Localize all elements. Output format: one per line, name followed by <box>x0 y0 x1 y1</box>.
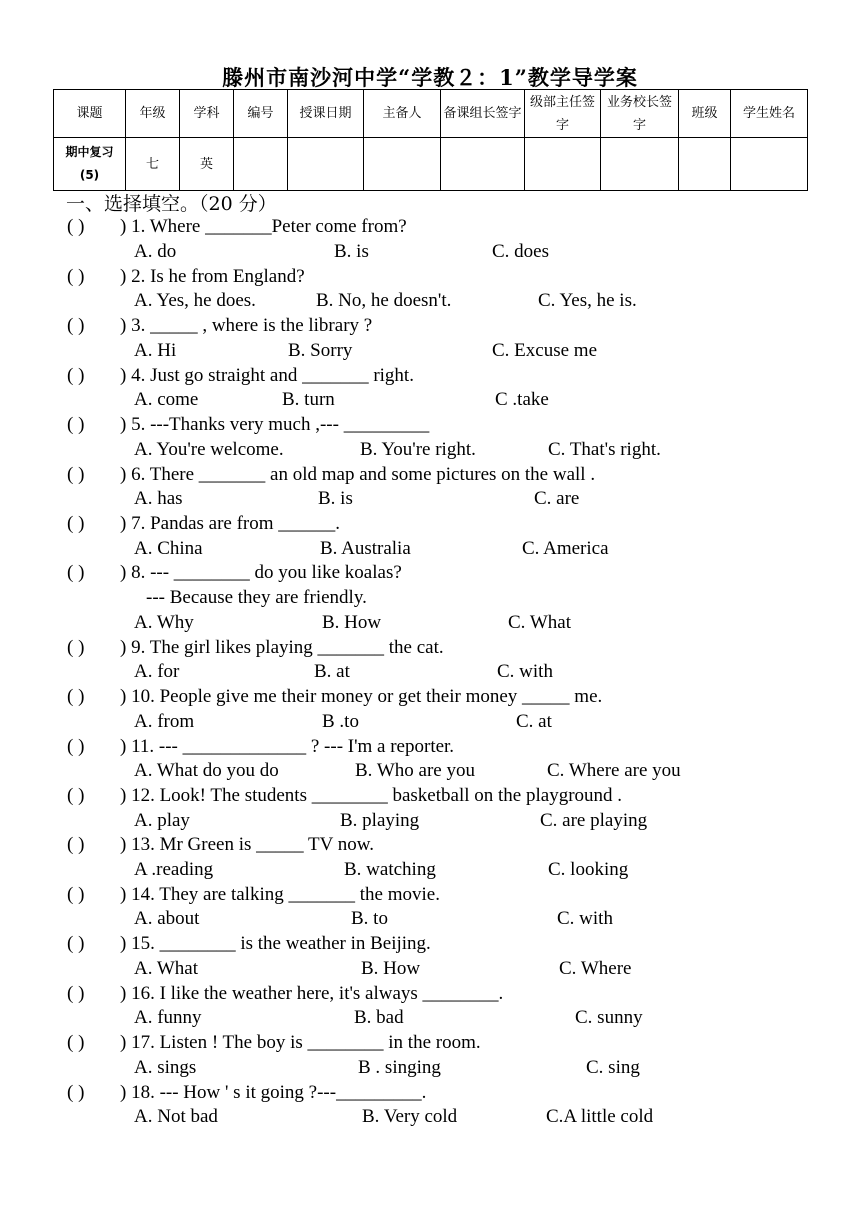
option-c: C. looking <box>548 859 629 880</box>
option-a: A. come <box>134 389 199 410</box>
topic-cell: 期中复习(5) <box>54 138 126 191</box>
option-b: B. You're right. <box>360 439 476 460</box>
option-c: C. Where <box>559 958 632 979</box>
number-cell[interactable] <box>234 138 288 191</box>
header-cell: 学科 <box>180 90 234 138</box>
answer-blank[interactable]: ( ) <box>67 637 85 658</box>
option-b: B . singing <box>358 1057 441 1078</box>
document-title: 滕州市南沙河中学“学教２：1”教学导学案 <box>222 65 638 90</box>
option-b: B. bad <box>354 1007 404 1028</box>
option-c: C. does <box>492 241 549 262</box>
question-stem: ) 16. I like the weather here, it's always ________. <box>120 983 504 1004</box>
header-cell: 级部主任签字 <box>525 90 601 138</box>
question-stem: ) 2. Is he from England? <box>120 266 305 287</box>
option-b: B. Australia <box>320 538 411 559</box>
option-b: B. is <box>334 241 369 262</box>
header-cell: 年级 <box>126 90 180 138</box>
option-c: C. Where are you <box>547 760 681 781</box>
answer-blank[interactable]: ( ) <box>67 834 85 855</box>
option-a: A. Why <box>134 612 194 633</box>
question-stem: ) 12. Look! The students ________ basketball on the playground . <box>120 785 623 806</box>
answer-blank[interactable]: ( ) <box>67 785 85 806</box>
option-a: A. Hi <box>134 340 177 361</box>
principal-sign-cell[interactable] <box>601 138 679 191</box>
option-a: A. from <box>134 711 195 732</box>
answer-blank[interactable]: ( ) <box>67 983 85 1004</box>
date-cell[interactable] <box>288 138 364 191</box>
question-stem: ) 13. Mr Green is _____ TV now. <box>120 834 375 855</box>
answer-blank[interactable]: ( ) <box>67 266 85 287</box>
option-a: A. Not bad <box>134 1106 218 1127</box>
answer-blank[interactable]: ( ) <box>67 464 85 485</box>
option-a: A. play <box>134 810 190 831</box>
question-stem: ) 14. They are talking _______ the movie. <box>120 884 440 905</box>
answer-blank[interactable]: ( ) <box>67 884 85 905</box>
preparer-cell[interactable] <box>364 138 441 191</box>
option-b: B. is <box>318 488 353 509</box>
option-c: C. sing <box>586 1057 640 1078</box>
option-b: B. Very cold <box>362 1106 458 1127</box>
option-a: A. for <box>134 661 180 682</box>
option-b: B. watching <box>344 859 436 880</box>
question-stem: ) 1. Where _______Peter come from? <box>120 216 407 237</box>
class-cell[interactable] <box>679 138 731 191</box>
option-b: B. playing <box>340 810 420 831</box>
option-b: B. at <box>314 661 350 682</box>
option-a: A. You're welcome. <box>134 439 284 460</box>
option-b: B .to <box>322 711 359 732</box>
option-a: A. funny <box>134 1007 202 1028</box>
answer-blank[interactable]: ( ) <box>67 513 85 534</box>
option-a: A. sings <box>134 1057 197 1078</box>
option-c: C. That's right. <box>548 439 661 460</box>
option-c: C.A little cold <box>546 1106 654 1127</box>
question-stem: ) 7. Pandas are from ______. <box>120 513 341 534</box>
section-title: 一、选择填空。（20 分） <box>66 193 277 215</box>
option-a: A. about <box>134 908 200 929</box>
header-cell: 授课日期 <box>288 90 364 138</box>
option-c: C. with <box>557 908 613 929</box>
header-cell: 课题 <box>54 90 126 138</box>
option-a: A. What do you do <box>134 760 279 781</box>
subject-cell: 英 <box>180 138 234 191</box>
question-extra-line: --- Because they are friendly. <box>146 587 367 608</box>
option-b: B. to <box>351 908 388 929</box>
question-stem: ) 18. --- How ' s it going ?---_________. <box>120 1082 427 1103</box>
option-b: B. No, he doesn't. <box>316 290 452 311</box>
question-stem: ) 4. Just go straight and _______ right. <box>120 365 414 386</box>
header-cell: 备课组长签字 <box>441 90 525 138</box>
header-cell: 学生姓名 <box>731 90 808 138</box>
option-a: A. What <box>134 958 199 979</box>
option-a: A. has <box>134 488 183 509</box>
header-row <box>54 90 808 138</box>
option-c: C. sunny <box>575 1007 643 1028</box>
group-leader-sign-cell[interactable] <box>441 138 525 191</box>
option-c: C. America <box>522 538 609 559</box>
header-cell: 编号 <box>234 90 288 138</box>
option-b: B. turn <box>282 389 335 410</box>
option-a: A. Yes, he does. <box>134 290 256 311</box>
option-b: B. How <box>322 612 382 633</box>
question-stem: ) 3. _____ , where is the library ? <box>120 315 373 336</box>
header-cell: 业务校长签字 <box>601 90 679 138</box>
student-name-cell[interactable] <box>731 138 808 191</box>
header-table <box>53 89 808 191</box>
question-stem: ) 17. Listen ! The boy is ________ in the room. <box>120 1032 481 1053</box>
answer-blank[interactable]: ( ) <box>67 1082 85 1103</box>
option-b: B. Who are you <box>355 760 475 781</box>
option-a: A .reading <box>134 859 214 880</box>
answer-blank[interactable]: ( ) <box>67 315 85 336</box>
header-cell: 班级 <box>679 90 731 138</box>
answer-blank[interactable]: ( ) <box>67 736 85 757</box>
question-stem: ) 10. People give me their money or get their money _____ me. <box>120 686 603 707</box>
answer-blank[interactable]: ( ) <box>67 562 85 583</box>
header-cell: 主备人 <box>364 90 441 138</box>
option-c: C. are <box>534 488 580 509</box>
director-sign-cell[interactable] <box>525 138 601 191</box>
question-stem: ) 8. --- ________ do you like koalas? <box>120 562 402 583</box>
option-c: C. Yes, he is. <box>538 290 637 311</box>
question-stem: ) 11. --- _____________ ? --- I'm a reporter. <box>120 736 455 757</box>
option-c: C. Excuse me <box>492 340 598 361</box>
option-c: C. are playing <box>540 810 648 831</box>
option-c: C .take <box>495 389 549 410</box>
question-stem: ) 6. There _______ an old map and some pictures on the wall . <box>120 464 596 485</box>
answer-blank[interactable]: ( ) <box>67 933 85 954</box>
question-stem: ) 15. ________ is the weather in Beijing. <box>120 933 431 954</box>
answer-blank[interactable]: ( ) <box>67 365 85 386</box>
question-stem: ) 5. ---Thanks very much ,--- _________ <box>120 414 430 435</box>
answer-blank[interactable]: ( ) <box>67 414 85 435</box>
option-b: B. Sorry <box>288 340 353 361</box>
answer-blank[interactable]: ( ) <box>67 1032 85 1053</box>
option-b: B. How <box>361 958 421 979</box>
question-stem: ) 9. The girl likes playing _______ the cat. <box>120 637 444 658</box>
grade-cell: 七 <box>126 138 180 191</box>
answer-blank[interactable]: ( ) <box>67 686 85 707</box>
option-c: C. at <box>516 711 552 732</box>
option-a: A. China <box>134 538 203 559</box>
option-c: C. What <box>508 612 571 633</box>
value-row <box>54 138 808 191</box>
option-a: A. do <box>134 241 177 262</box>
answer-blank[interactable]: ( ) <box>67 216 85 237</box>
option-c: C. with <box>497 661 553 682</box>
